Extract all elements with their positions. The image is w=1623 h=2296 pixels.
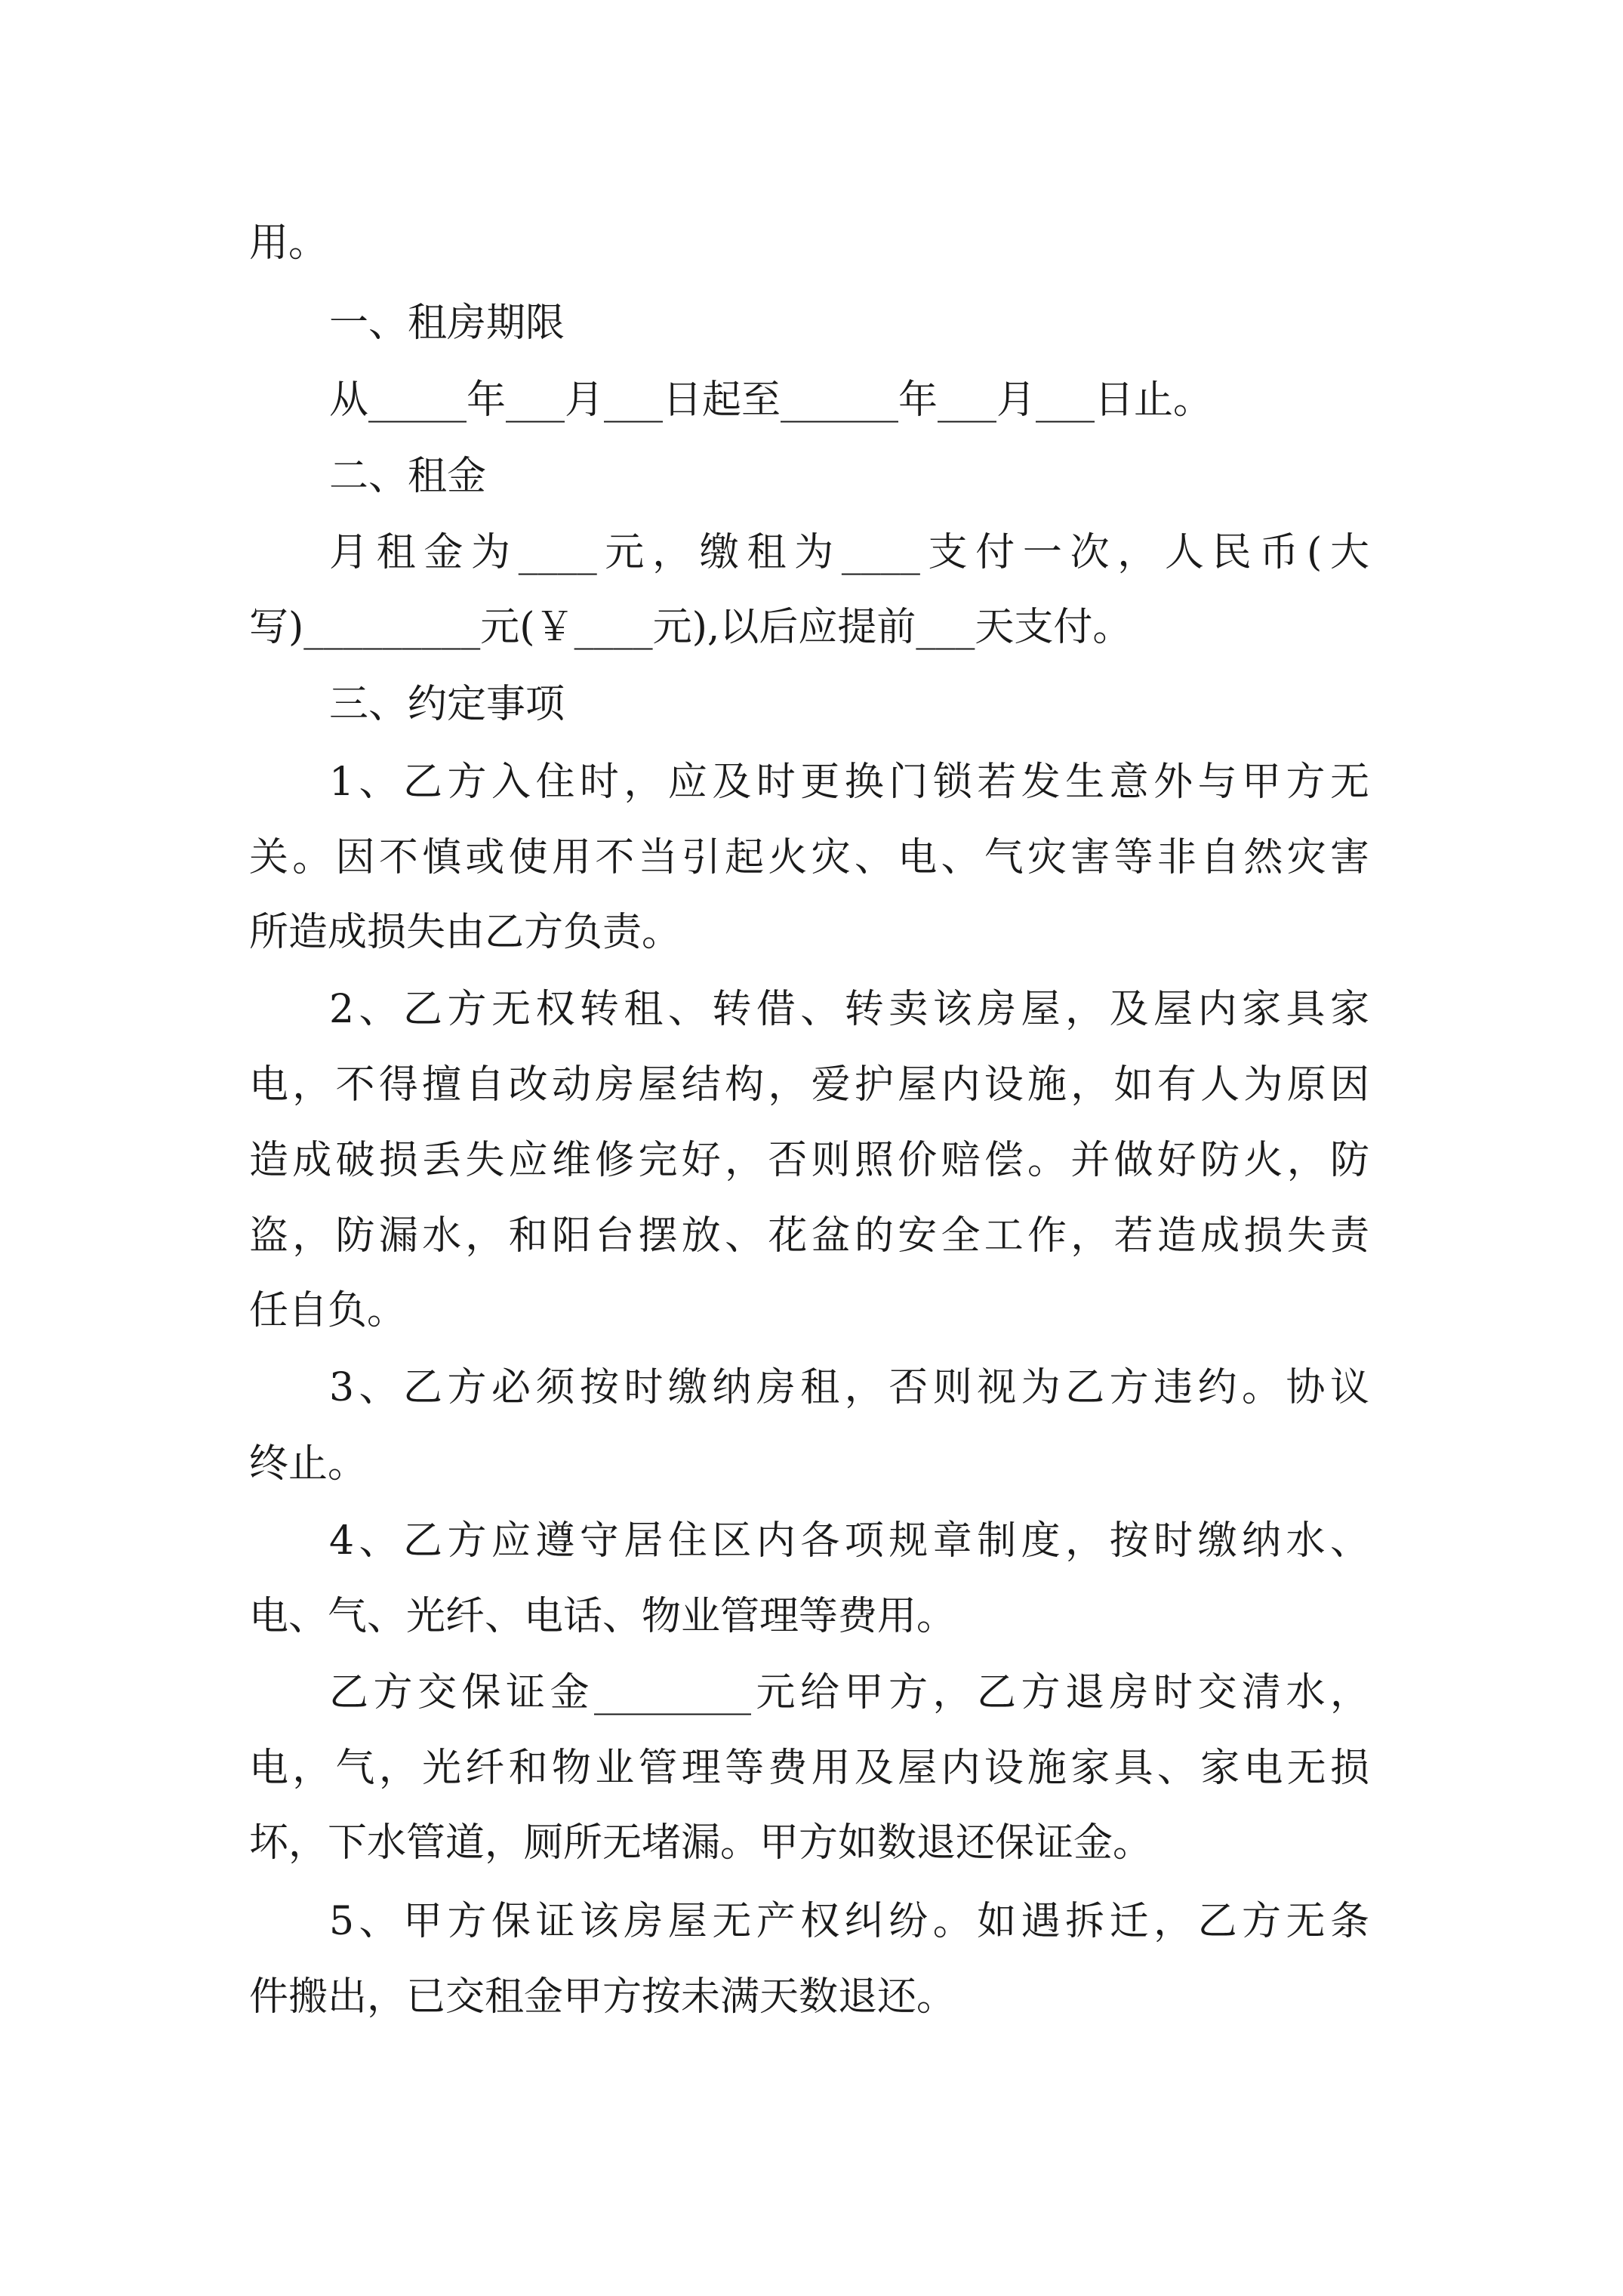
- text-line: 件搬出，已交租金甲方按未满天数退还。: [249, 1974, 956, 2020]
- text-line: 坏，下水管道，厕所无堵漏。甲方如数退还保证金。: [249, 1820, 1153, 1866]
- text-line: 所造成损失由乙方负责。: [249, 910, 682, 955]
- text-line: 1、乙方入住时，应及时更换门锁若发生意外与甲方无: [329, 760, 1369, 805]
- text-line: 写)_________元(￥____元),以后应提前___天支付。: [249, 605, 1132, 650]
- section-heading-terms: 三、约定事项: [329, 682, 565, 727]
- text-line: 用。: [249, 220, 328, 266]
- text-line: 盗，防漏水，和阳台摆放、花盆的安全工作，若造成损失责: [249, 1213, 1369, 1259]
- text-line: 4、乙方应遵守居住区内各项规章制度，按时缴纳水、: [329, 1518, 1369, 1564]
- text-line: 造成破损丢失应维修完好，否则照价赔偿。并做好防火，防: [249, 1138, 1369, 1183]
- section-heading-lease-term: 一、租房期限: [329, 300, 565, 346]
- text-line: 2、乙方无权转租、转借、转卖该房屋，及屋内家具家: [329, 987, 1369, 1032]
- text-line: 3、乙方必须按时缴纳房租，否则视为乙方违约。协议: [329, 1365, 1369, 1410]
- text-line: 月租金为____元，缴租为____支付一次，人民币(大: [329, 530, 1369, 575]
- text-line: 从_____年___月___日起至______年___月___日止。: [329, 378, 1213, 423]
- text-line: 电，不得擅自改动房屋结构，爱护屋内设施，如有人为原因: [249, 1062, 1369, 1108]
- text-line: 终止。: [249, 1441, 368, 1487]
- text-line: 任自负。: [249, 1288, 407, 1333]
- text-line: 5、甲方保证该房屋无产权纠纷。如遇拆迁，乙方无条: [329, 1899, 1369, 1944]
- text-line: 电，气，光纤和物业管理等费用及屋内设施家具、家电无损: [249, 1746, 1369, 1791]
- text-line: 关。因不慎或使用不当引起火灾、电、气灾害等非自然灾害: [249, 835, 1369, 880]
- text-line: 乙方交保证金________元给甲方，乙方退房时交清水，: [329, 1670, 1369, 1715]
- section-heading-rent: 二、租金: [329, 454, 487, 499]
- text-line: 电、气、光纤、电话、物业管理等费用。: [249, 1594, 956, 1639]
